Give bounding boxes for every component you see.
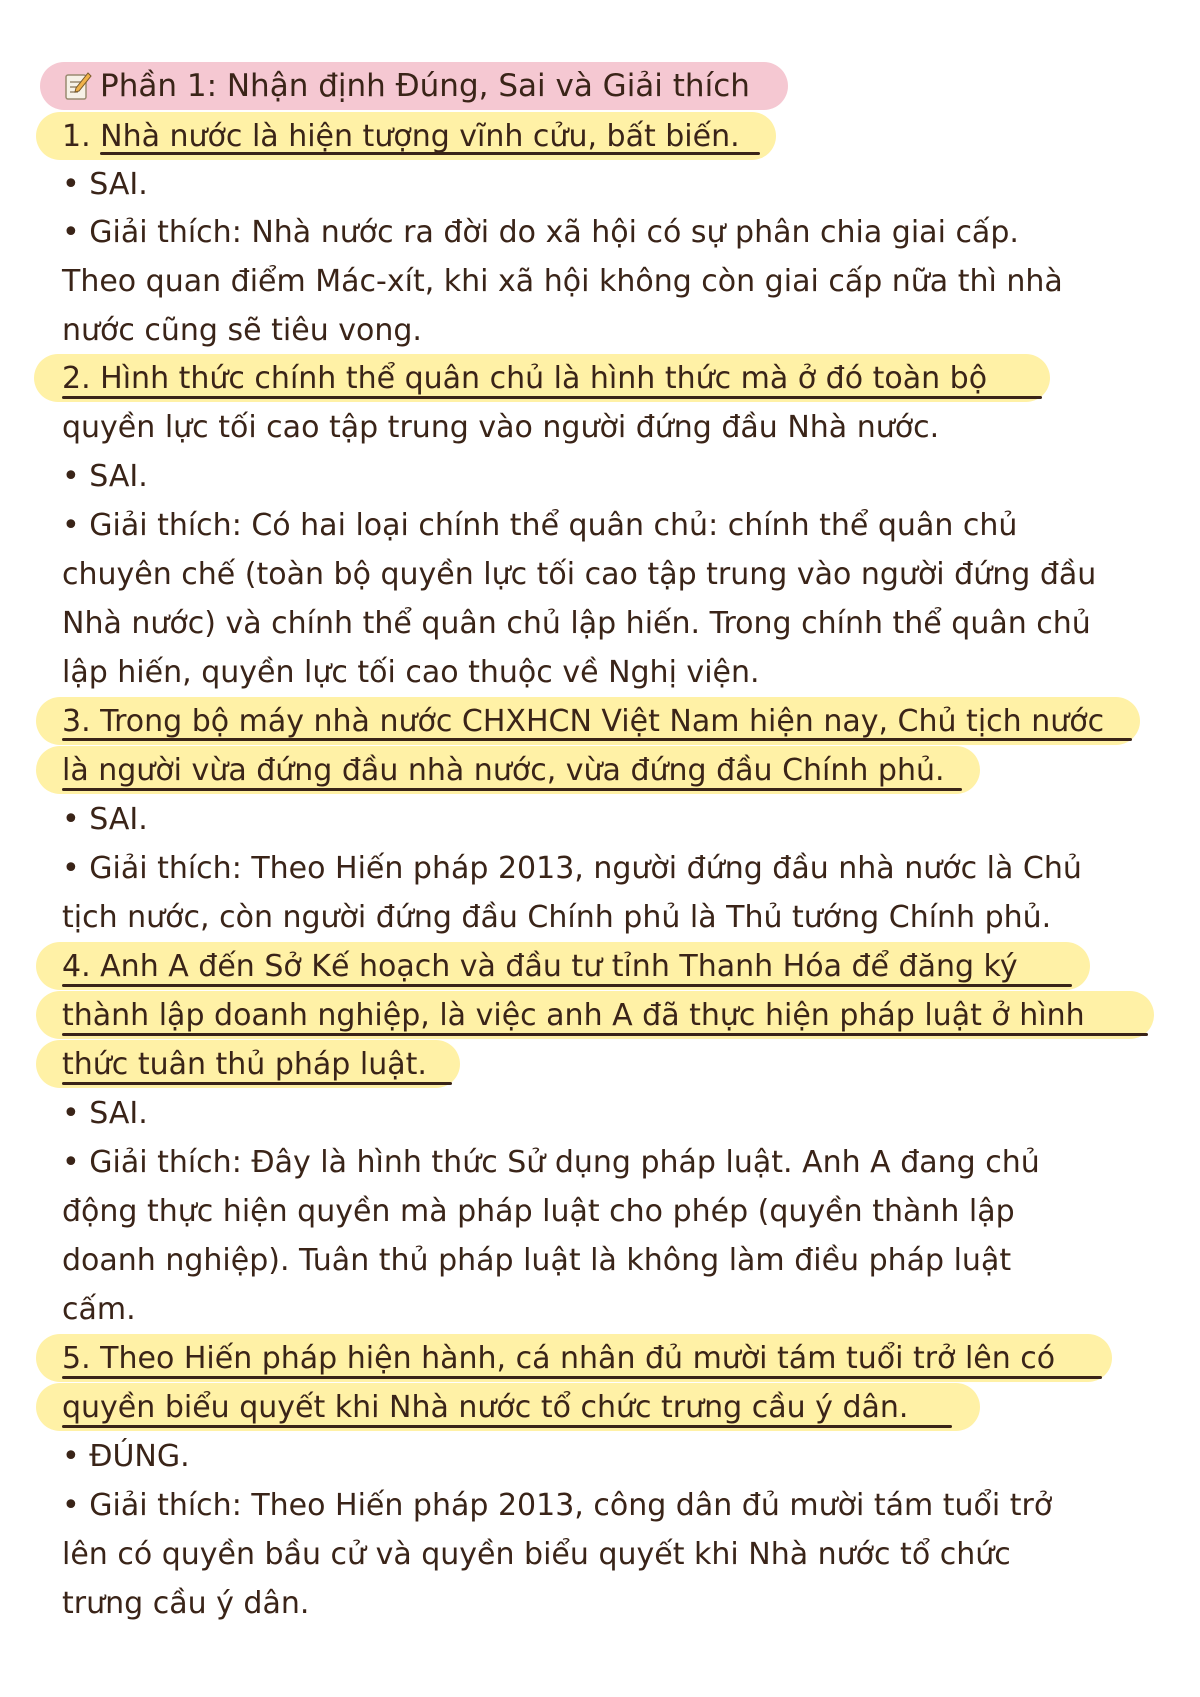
question-4-explanation-4: cấm. bbox=[62, 1292, 136, 1327]
question-5-line-2: quyền biểu quyết khi Nhà nước tổ chức trưng cầu ý dân. bbox=[62, 1390, 909, 1425]
question-4-explanation-1: • Giải thích: Đây là hình thức Sử dụng pháp luật. Anh A đang chủ bbox=[62, 1145, 1040, 1180]
question-3-explanation-2: tịch nước, còn người đứng đầu Chính phủ là Thủ tướng Chính phủ. bbox=[62, 900, 1052, 935]
question-3-explanation-1: • Giải thích: Theo Hiến pháp 2013, người đứng đầu nhà nước là Chủ bbox=[62, 851, 1082, 886]
question-2-line-1: 2. Hình thức chính thể quân chủ là hình thức mà ở đó toàn bộ bbox=[62, 361, 988, 396]
question-5-explanation-2: lên có quyền bầu cử và quyền biểu quyết khi Nhà nước tổ chức bbox=[62, 1537, 1011, 1572]
question-4-explanation-2: động thực hiện quyền mà pháp luật cho phép (quyền thành lập bbox=[62, 1194, 1015, 1229]
question-4-verdict: • SAI. bbox=[62, 1096, 148, 1131]
question-1-explanation-2: Theo quan điểm Mác-xít, khi xã hội không còn giai cấp nữa thì nhà bbox=[62, 264, 1063, 299]
memo-pencil-icon bbox=[64, 67, 92, 97]
question-2-explanation-3: Nhà nước) và chính thể quân chủ lập hiến. Trong chính thể quân chủ bbox=[62, 606, 1091, 641]
question-5-verdict: • ĐÚNG. bbox=[62, 1439, 190, 1474]
question-2-explanation-4: lập hiến, quyền lực tối cao thuộc về Nghị viện. bbox=[62, 655, 760, 690]
question-3-line-2: là người vừa đứng đầu nhà nước, vừa đứng đầu Chính phủ. bbox=[62, 753, 945, 788]
question-5-explanation-3: trưng cầu ý dân. bbox=[62, 1586, 310, 1621]
section-title-text: Phần 1: Nhận định Đúng, Sai và Giải thích bbox=[100, 68, 750, 104]
question-3-line-1: 3. Trong bộ máy nhà nước CHXHCN Việt Nam hiện nay, Chủ tịch nước bbox=[62, 704, 1105, 739]
question-1-verdict: • SAI. bbox=[62, 167, 148, 202]
question-2-verdict: • SAI. bbox=[62, 459, 148, 494]
question-5-line-1: 5. Theo Hiến pháp hiện hành, cá nhân đủ mười tám tuổi trở lên có bbox=[62, 1341, 1056, 1376]
question-2-line-2: quyền lực tối cao tập trung vào người đứng đầu Nhà nước. bbox=[62, 410, 940, 445]
question-4-line-2: thành lập doanh nghiệp, là việc anh A đã thực hiện pháp luật ở hình bbox=[62, 998, 1085, 1033]
question-4-line-3: thức tuân thủ pháp luật. bbox=[62, 1047, 427, 1082]
question-1-line-1: 1. Nhà nước là hiện tượng vĩnh cửu, bất biến. bbox=[62, 119, 740, 154]
question-5-explanation-1: • Giải thích: Theo Hiến pháp 2013, công dân đủ mười tám tuổi trở bbox=[62, 1488, 1053, 1523]
question-1-explanation-3: nước cũng sẽ tiêu vong. bbox=[62, 313, 422, 348]
question-2-explanation-2: chuyên chế (toàn bộ quyền lực tối cao tập trung vào người đứng đầu bbox=[62, 557, 1097, 592]
question-3-verdict: • SAI. bbox=[62, 802, 148, 837]
question-4-explanation-3: doanh nghiệp). Tuân thủ pháp luật là không làm điều pháp luật bbox=[62, 1243, 1012, 1278]
question-1-explanation-1: • Giải thích: Nhà nước ra đời do xã hội có sự phân chia giai cấp. bbox=[62, 215, 1019, 250]
question-2-explanation-1: • Giải thích: Có hai loại chính thể quân chủ: chính thể quân chủ bbox=[62, 508, 1018, 543]
section-title bbox=[40, 62, 788, 110]
question-4-line-1: 4. Anh A đến Sở Kế hoạch và đầu tư tỉnh Thanh Hóa để đăng ký bbox=[62, 949, 1018, 984]
